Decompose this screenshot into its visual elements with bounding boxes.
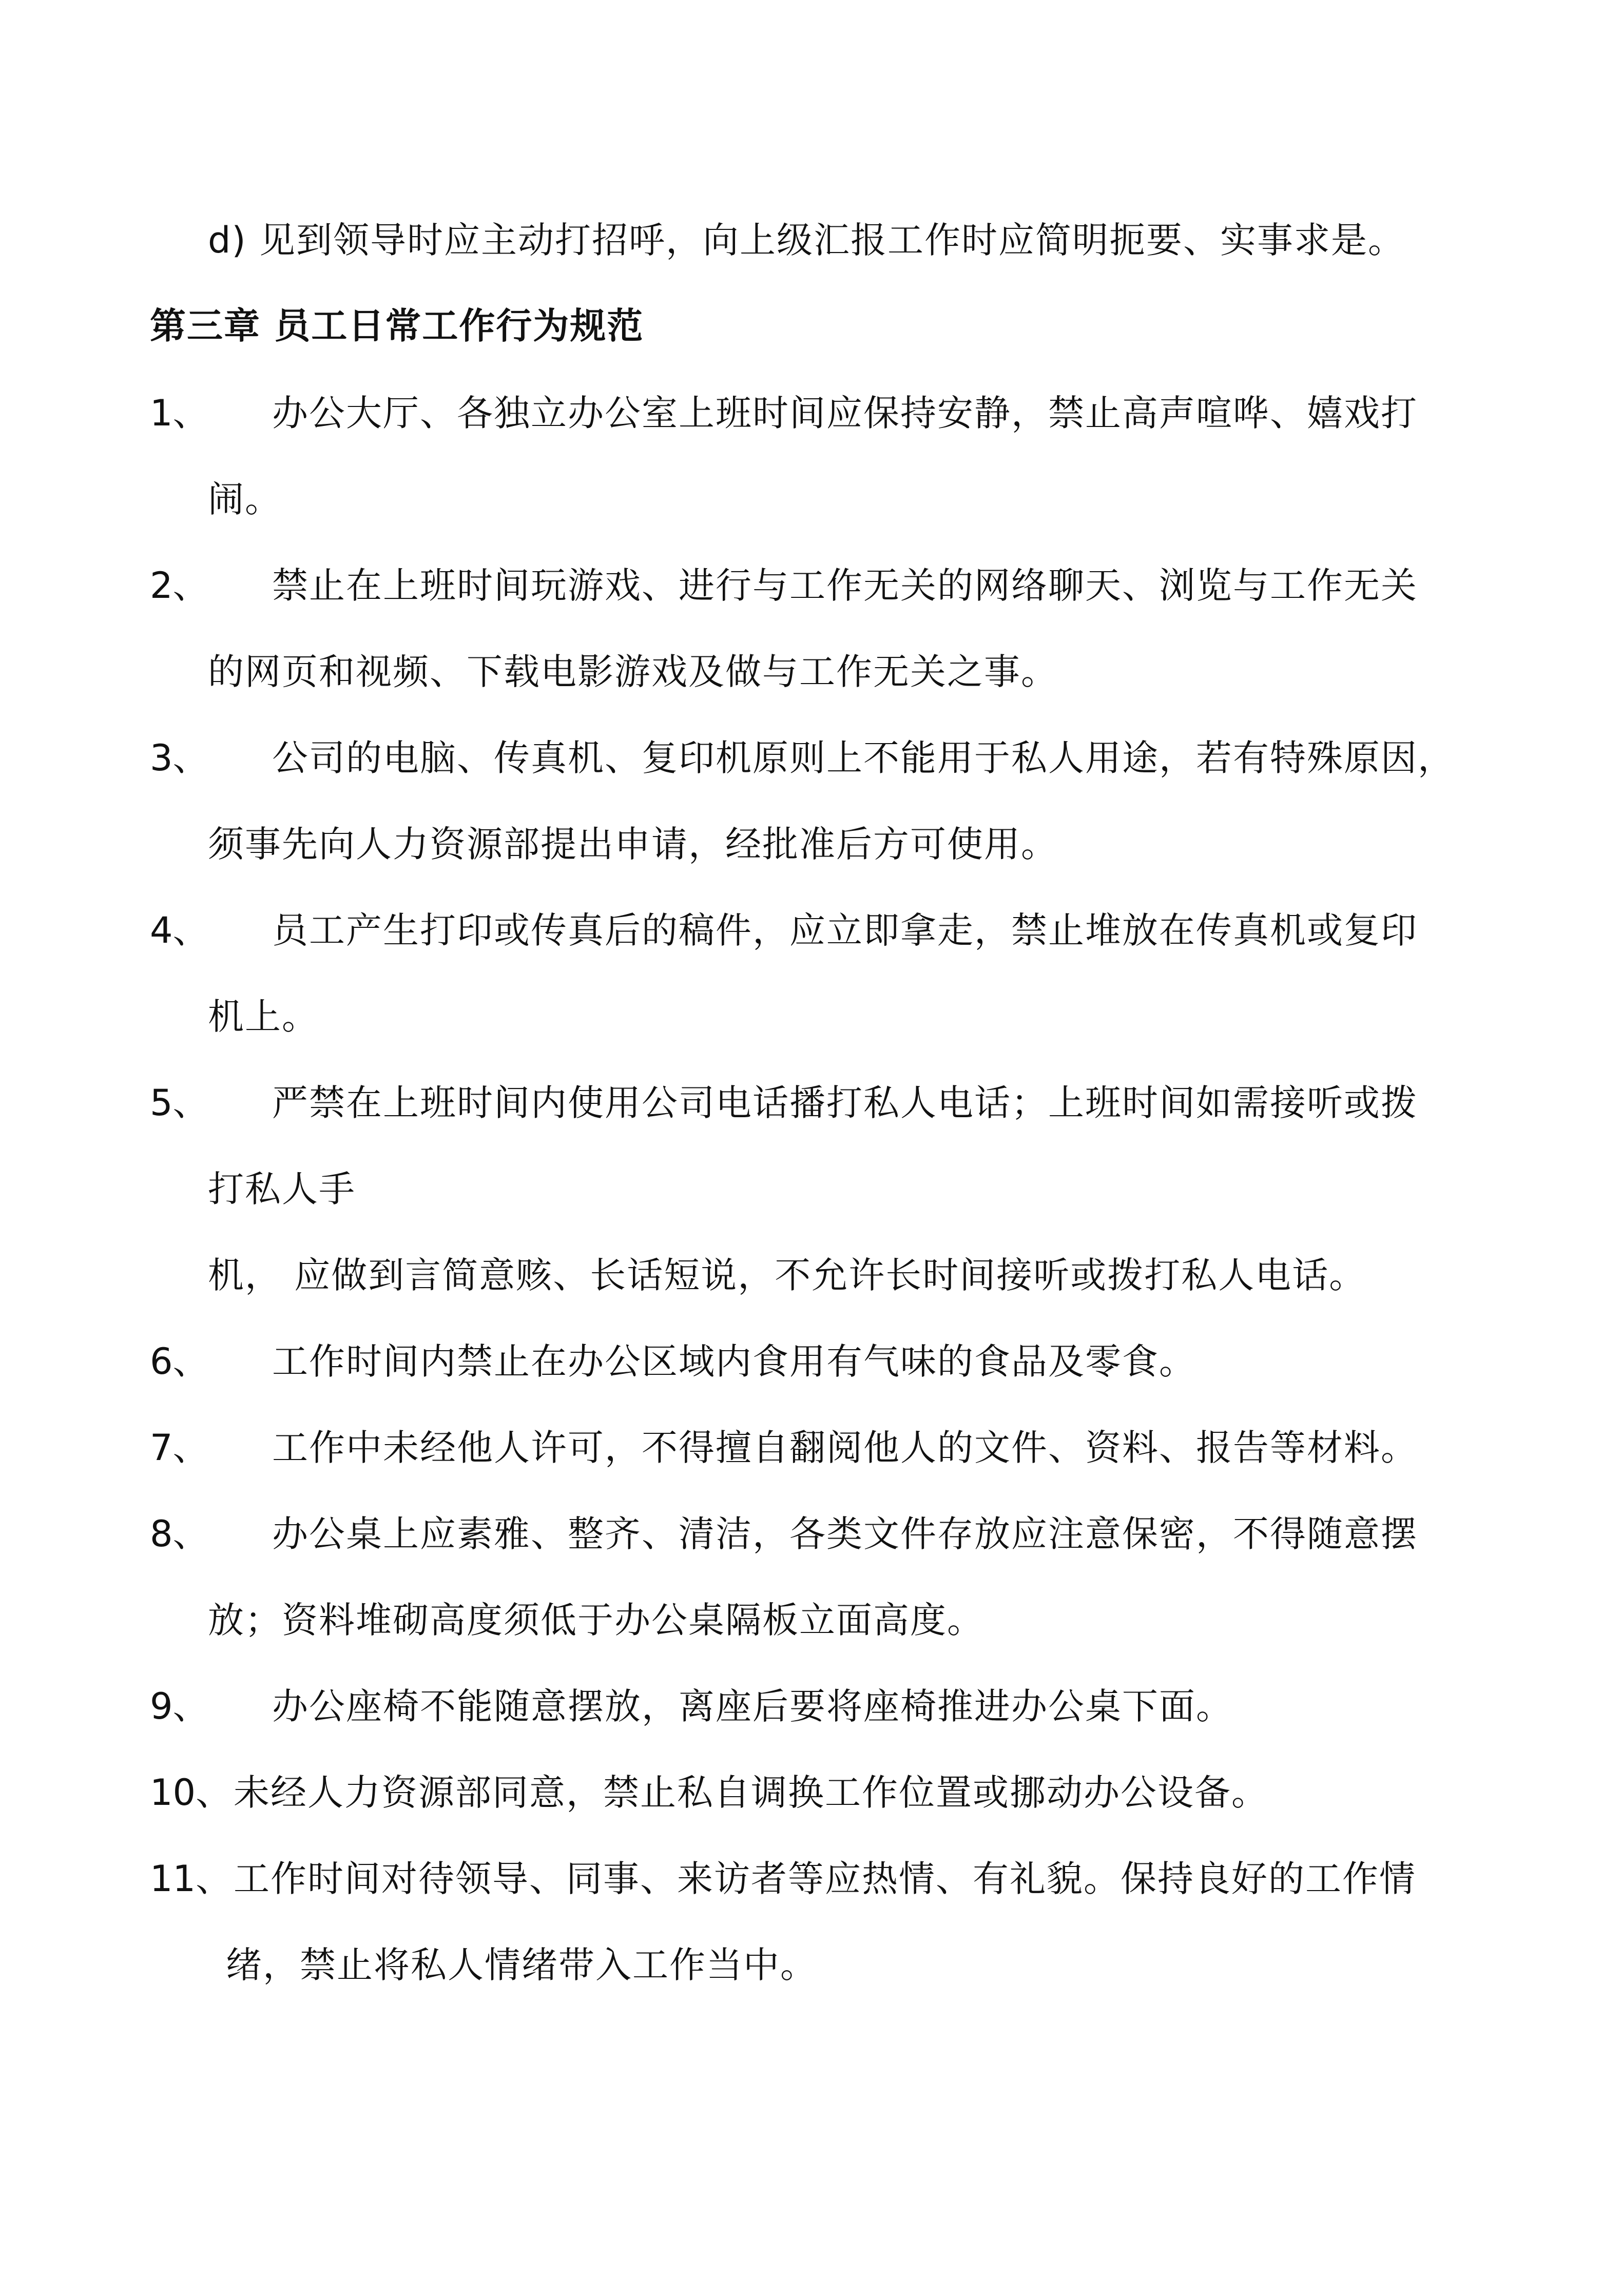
item-number: 6、	[150, 1340, 209, 1383]
intro-line: d) 见到领导时应主动打招呼，向上级汇报工作时应简明扼要、实事求是。	[208, 219, 1405, 261]
item-text-line: 闹。	[208, 478, 282, 520]
item-number: 11、	[150, 1858, 232, 1900]
item-text-line: 放；资料堆砌高度须低于办公桌隔板立面高度。	[208, 1599, 984, 1641]
item-text-line: 办公桌上应素雅、整齐、清洁，各类文件存放应注意保密，不得随意摆	[272, 1513, 1418, 1555]
item-text-line: 办公座椅不能随意摆放，离座后要将座椅推进办公桌下面。	[272, 1685, 1233, 1727]
item-text-line: 禁止在上班时间玩游戏、进行与工作无关的网络聊天、浏览与工作无关	[272, 565, 1418, 607]
item-number: 1、	[150, 392, 209, 434]
item-text-line: 须事先向人力资源部提出申请，经批准后方可使用。	[208, 823, 1058, 865]
item-text-line: 机， 应做到言简意赅、长话短说，不允许长时间接听或拨打私人电话。	[208, 1254, 1366, 1296]
item-text-line: 严禁在上班时间内使用公司电话播打私人电话；上班时间如需接听或拨	[272, 1082, 1418, 1124]
item-number: 2、	[150, 565, 209, 607]
item-number: 5、	[150, 1082, 209, 1124]
item-text-line: 工作中未经他人许可，不得擅自翻阅他人的文件、资料、报告等材料。	[272, 1427, 1418, 1469]
item-number: 9、	[150, 1685, 209, 1727]
item-number: 8、	[150, 1513, 209, 1555]
item-number: 10、	[150, 1772, 232, 1814]
item-number: 7、	[150, 1427, 209, 1469]
item-text-line: 工作时间内禁止在办公区域内食用有气味的食品及零食。	[272, 1340, 1196, 1383]
item-text-line: 未经人力资源部同意，禁止私自调换工作位置或挪动办公设备。	[234, 1772, 1268, 1814]
chapter-heading: 第三章 员工日常工作行为规范	[150, 305, 644, 347]
item-text-line: 绪，禁止将私人情绪带入工作当中。	[226, 1944, 817, 1986]
item-text-line: 公司的电脑、传真机、复印机原则上不能用于私人用途，若有特殊原因，	[272, 737, 1455, 779]
item-text-line: 工作时间对待领导、同事、来访者等应热情、有礼貌。保持良好的工作情	[234, 1858, 1416, 1900]
item-number: 4、	[150, 909, 209, 951]
item-text-line: 办公大厅、各独立办公室上班时间应保持安静，禁止高声喧哗、嬉戏打	[272, 392, 1418, 434]
item-number: 3、	[150, 737, 209, 779]
item-text-line: 打私人手	[208, 1168, 356, 1210]
item-text-line: 机上。	[208, 996, 319, 1038]
item-text-line: 员工产生打印或传真后的稿件，应立即拿走，禁止堆放在传真机或复印	[272, 909, 1418, 951]
item-text-line: 的网页和视频、下载电影游戏及做与工作无关之事。	[208, 651, 1058, 693]
